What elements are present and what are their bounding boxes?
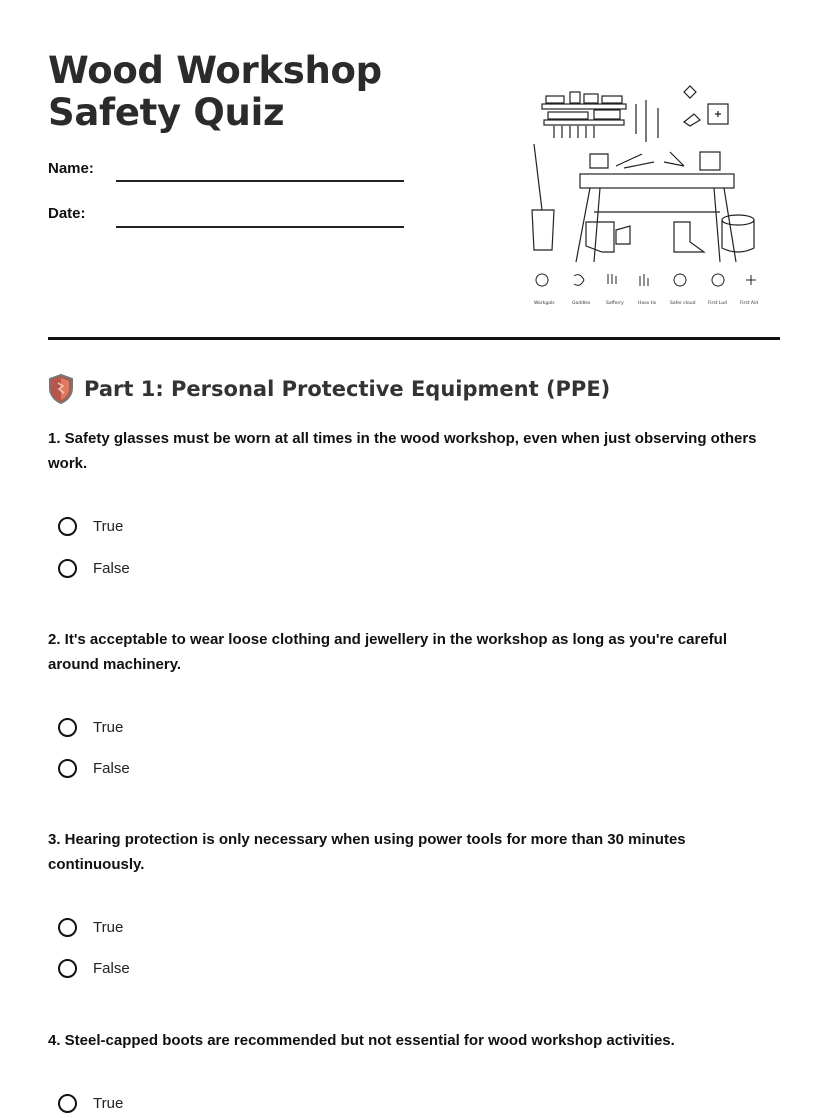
option-label: False bbox=[93, 960, 130, 977]
radio-button[interactable] bbox=[58, 718, 77, 737]
q1-option-true[interactable] bbox=[58, 517, 123, 536]
q4-option-true[interactable] bbox=[58, 1094, 123, 1113]
option-label: True bbox=[93, 518, 124, 535]
q1-option-false[interactable] bbox=[58, 559, 130, 578]
radio-button[interactable] bbox=[58, 517, 77, 536]
q3-option-true[interactable] bbox=[58, 918, 123, 937]
radio-button[interactable] bbox=[58, 759, 77, 778]
radio-button[interactable] bbox=[58, 959, 77, 978]
section-divider bbox=[48, 337, 780, 340]
q2-option-true[interactable] bbox=[58, 718, 123, 737]
page-title: Wood Workshop Safety Quiz bbox=[48, 49, 382, 134]
workshop-illustration bbox=[524, 82, 764, 312]
section-heading bbox=[48, 374, 610, 404]
illustration-caption: Safer cloud bbox=[670, 301, 696, 306]
radio-button[interactable] bbox=[58, 559, 77, 578]
date-field[interactable] bbox=[116, 226, 404, 228]
name-field[interactable] bbox=[116, 180, 404, 182]
radio-button[interactable] bbox=[58, 918, 77, 937]
illustration-caption: Safferry bbox=[606, 301, 624, 306]
q2-option-false[interactable] bbox=[58, 759, 130, 778]
illustration-caption: Goddles bbox=[572, 301, 591, 306]
option-label: True bbox=[93, 719, 124, 736]
question-2: 2. It's acceptable to wear loose clothing and jewellery in the workshop as long as you're careful around machinery. bbox=[48, 631, 727, 673]
name-label: Name: bbox=[48, 160, 94, 177]
question-4: 4. Steel-capped boots are recommended but not essential for wood workshop activities. bbox=[48, 1032, 675, 1049]
illustration-caption: First Lud bbox=[708, 301, 728, 306]
radio-button[interactable] bbox=[58, 1094, 77, 1113]
date-label: Date: bbox=[48, 205, 86, 222]
question-3: 3. Hearing protection is only necessary when using power tools for more than 30 minutes continuously. bbox=[48, 831, 686, 873]
shield-icon bbox=[48, 374, 74, 404]
option-label: True bbox=[93, 919, 124, 936]
illustration-caption: Workgals bbox=[534, 301, 555, 306]
option-label: False bbox=[93, 560, 130, 577]
q3-option-false[interactable] bbox=[58, 959, 130, 978]
section-title: Part 1: Personal Protective Equipment (PPE) bbox=[84, 377, 611, 401]
option-label: False bbox=[93, 760, 130, 777]
question-1: 1. Safety glasses must be worn at all times in the wood workshop, even when just observing others work. bbox=[48, 430, 757, 472]
illustration-caption: First Aid bbox=[740, 301, 759, 306]
option-label: True bbox=[93, 1095, 124, 1112]
illustration-caption: Hase tis bbox=[638, 301, 657, 306]
